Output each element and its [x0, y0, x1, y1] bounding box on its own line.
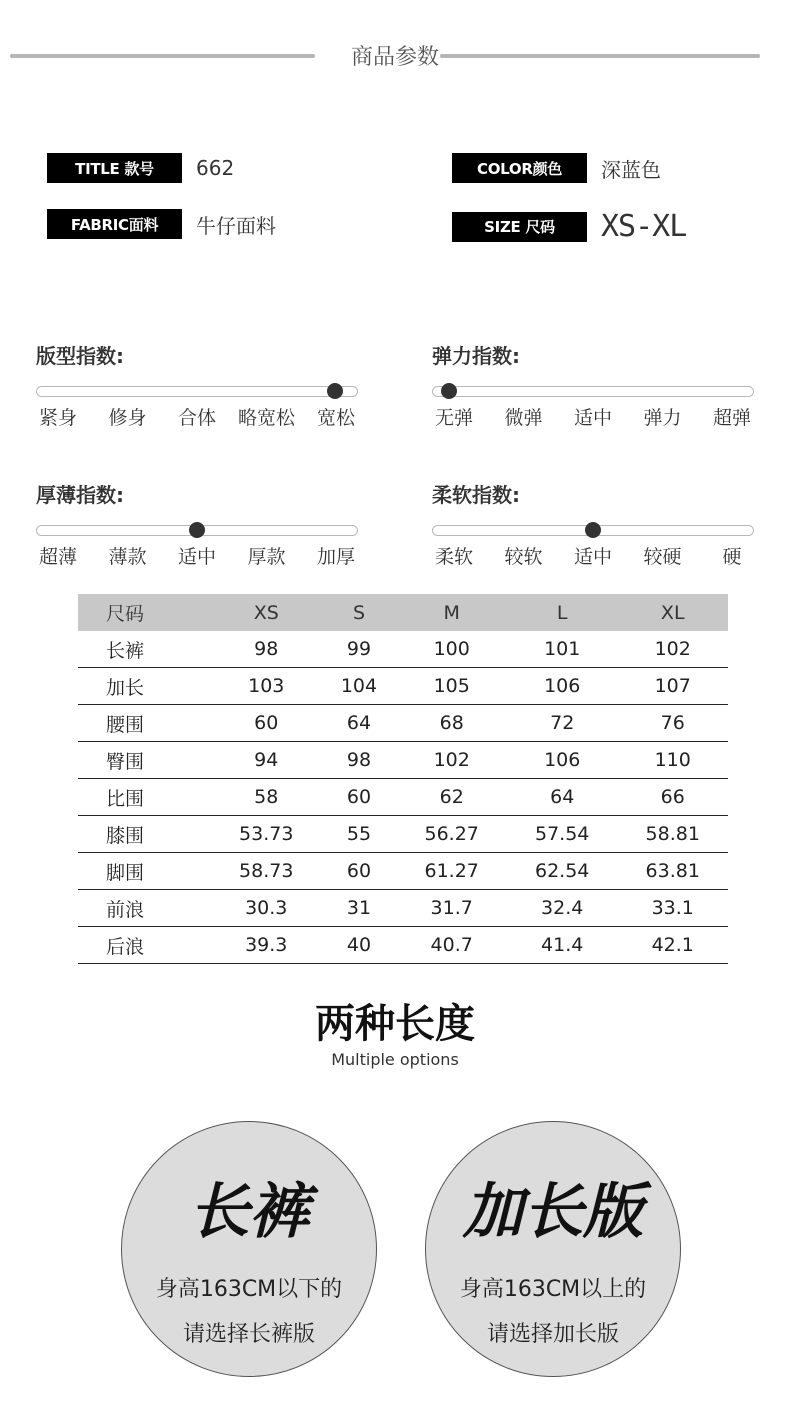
- table-row: [78, 779, 728, 816]
- table-cell: 55: [322, 816, 397, 853]
- table-row: [78, 668, 728, 705]
- elasticity-option-1: 无弹: [434, 407, 474, 429]
- param-color-value: 深蓝色: [601, 157, 661, 182]
- table-cell: 106: [507, 742, 618, 779]
- param-color-label: COLOR颜色: [452, 153, 587, 183]
- table-cell: 99: [322, 631, 397, 668]
- regular-length-note-1: 身高163CM以下的: [155, 1277, 343, 1302]
- param-size: [452, 209, 686, 244]
- table-cell: 58.81: [617, 816, 728, 853]
- softness-index-options: [432, 542, 754, 568]
- param-fabric-label: FABRIC面料: [47, 209, 182, 239]
- long-length-name: 加长版: [463, 1177, 643, 1247]
- regular-length-name: 长裤: [189, 1177, 309, 1247]
- table-cell: 61.27: [396, 853, 507, 890]
- size-table-header-cell: M: [396, 594, 507, 631]
- table-cell: 56.27: [396, 816, 507, 853]
- table-row: [78, 853, 728, 890]
- param-title: [47, 153, 234, 183]
- fit-option-1: 紧身: [38, 407, 78, 429]
- size-table-header-cell: XS: [211, 594, 322, 631]
- thickness-index-track: [36, 525, 358, 536]
- elasticity-option-2: 微弹: [504, 407, 543, 429]
- param-size-value: XS-XL: [601, 209, 687, 244]
- fit-index-options: [36, 403, 358, 429]
- table-row-label: 腰围: [78, 705, 211, 742]
- regular-length-note-2: 请选择长裤版: [182, 1322, 315, 1347]
- table-cell: 64: [322, 705, 397, 742]
- table-row-label: 臀围: [78, 742, 211, 779]
- table-row: [78, 705, 728, 742]
- elasticity-option-5: 超弹: [712, 407, 752, 429]
- table-row: [78, 927, 728, 964]
- thickness-index-title: 厚薄指数:: [36, 483, 124, 507]
- table-cell: 104: [322, 668, 397, 705]
- table-cell: 39.3: [211, 927, 322, 964]
- table-cell: 103: [211, 668, 322, 705]
- softness-index: [432, 479, 754, 568]
- table-row-label: 膝围: [78, 816, 211, 853]
- elasticity-index-options: [432, 403, 754, 429]
- table-row-label: 长裤: [78, 631, 211, 668]
- size-table-header-cell: S: [322, 594, 397, 631]
- table-row-label: 脚围: [78, 853, 211, 890]
- elasticity-option-4: 弹力: [643, 407, 682, 429]
- elasticity-index-track: [432, 386, 754, 397]
- table-row: [78, 631, 728, 668]
- thickness-option-2: 薄款: [108, 546, 147, 568]
- softness-index-track: [432, 525, 754, 536]
- table-cell: 102: [617, 631, 728, 668]
- thickness-option-3: 适中: [177, 546, 217, 568]
- table-cell: 72: [507, 705, 618, 742]
- fit-index-track: [36, 386, 358, 397]
- table-cell: 40: [322, 927, 397, 964]
- param-title-value: 662: [196, 156, 235, 180]
- table-cell: 33.1: [617, 890, 728, 927]
- table-cell: 100: [396, 631, 507, 668]
- table-row: [78, 890, 728, 927]
- size-table-header: [78, 594, 728, 631]
- table-cell: 57.54: [507, 816, 618, 853]
- table-row-label: 前浪: [78, 890, 211, 927]
- thickness-option-4: 厚款: [247, 546, 286, 568]
- table-row-label: 加长: [78, 668, 211, 705]
- fit-index: [36, 340, 358, 429]
- softness-option-2: 较软: [504, 546, 543, 568]
- softness-option-1: 柔软: [434, 546, 474, 568]
- param-color: [452, 153, 661, 183]
- table-row-label: 后浪: [78, 927, 211, 964]
- thickness-option-5: 加厚: [316, 546, 356, 568]
- table-cell: 102: [396, 742, 507, 779]
- table-cell: 66: [617, 779, 728, 816]
- size-table-header-cell: L: [507, 594, 618, 631]
- table-cell: 98: [211, 631, 322, 668]
- table-cell: 58: [211, 779, 322, 816]
- table-cell: 98: [322, 742, 397, 779]
- fit-index-knob: [327, 383, 343, 399]
- fit-option-4: 略宽松: [237, 407, 296, 429]
- table-row: [78, 816, 728, 853]
- table-cell: 107: [617, 668, 728, 705]
- thickness-index: [36, 479, 358, 568]
- thickness-index-options: [36, 542, 358, 568]
- param-fabric: [47, 209, 276, 239]
- thickness-option-1: 超薄: [38, 546, 78, 568]
- fit-option-5: 宽松: [316, 407, 356, 429]
- table-cell: 94: [211, 742, 322, 779]
- table-cell: 32.4: [507, 890, 618, 927]
- table-cell: 63.81: [617, 853, 728, 890]
- table-cell: 60: [322, 853, 397, 890]
- table-cell: 53.73: [211, 816, 322, 853]
- size-table-header-cell: XL: [617, 594, 728, 631]
- size-table-header-cell: 尺码: [78, 594, 211, 631]
- table-cell: 31: [322, 890, 397, 927]
- table-cell: 106: [507, 668, 618, 705]
- long-length-note-1: 身高163CM以上的: [459, 1277, 647, 1302]
- table-cell: 42.1: [617, 927, 728, 964]
- softness-index-knob: [585, 522, 601, 538]
- table-row-label: 比围: [78, 779, 211, 816]
- lengths-subtitle: Multiple options: [331, 1050, 459, 1069]
- table-row: [78, 742, 728, 779]
- table-cell: 105: [396, 668, 507, 705]
- table-cell: 101: [507, 631, 618, 668]
- long-length-note-2: 请选择加长版: [486, 1322, 619, 1347]
- table-cell: 76: [617, 705, 728, 742]
- elasticity-index: [432, 340, 754, 429]
- table-cell: 64: [507, 779, 618, 816]
- table-cell: 62.54: [507, 853, 618, 890]
- thickness-index-knob: [189, 522, 205, 538]
- table-cell: 58.73: [211, 853, 322, 890]
- softness-index-title: 柔软指数:: [432, 483, 520, 507]
- table-cell: 31.7: [396, 890, 507, 927]
- table-cell: 60: [322, 779, 397, 816]
- table-cell: 68: [396, 705, 507, 742]
- table-cell: 110: [617, 742, 728, 779]
- regular-length-badge: [121, 1121, 377, 1377]
- softness-option-5: 硬: [722, 546, 742, 568]
- lengths-title: 两种长度: [315, 1001, 475, 1047]
- table-cell: 30.3: [211, 890, 322, 927]
- size-table: [78, 594, 728, 964]
- table-cell: 41.4: [507, 927, 618, 964]
- fit-option-2: 修身: [108, 407, 147, 429]
- long-length-badge: [425, 1121, 681, 1377]
- table-cell: 62: [396, 779, 507, 816]
- fit-option-3: 合体: [177, 407, 217, 429]
- table-cell: 60: [211, 705, 322, 742]
- section-title: 商品参数: [350, 45, 439, 70]
- elasticity-index-knob: [441, 383, 457, 399]
- param-size-label: SIZE 尺码: [452, 212, 587, 242]
- param-fabric-value: 牛仔面料: [196, 213, 276, 238]
- param-title-label: TITLE 款号: [47, 153, 182, 183]
- softness-option-4: 较硬: [643, 546, 682, 568]
- softness-option-3: 适中: [573, 546, 613, 568]
- fit-index-title: 版型指数:: [36, 344, 124, 368]
- elasticity-index-title: 弹力指数:: [432, 344, 520, 368]
- elasticity-option-3: 适中: [573, 407, 613, 429]
- table-cell: 40.7: [396, 927, 507, 964]
